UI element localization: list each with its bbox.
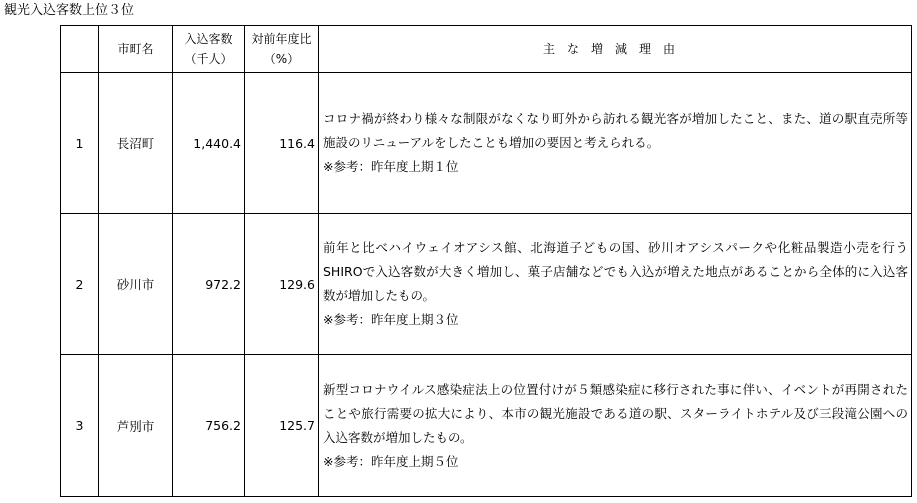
table-row	[61, 355, 912, 497]
rank-cell: 3	[61, 355, 99, 497]
reason-cell	[319, 355, 912, 497]
header-reason: 主な増減理由	[319, 26, 912, 73]
header-row	[61, 26, 912, 73]
city-cell: 砂川市	[99, 214, 173, 355]
header-visitors-line2: （千人）	[184, 52, 233, 66]
reason-text: 前年と比べハイウェイオアシス館、北海道子どもの国、砂川オアシスパークや化粧品製造小売を行うSHIROで入込客数が大きく増加し、菓子店舗などでも入込が増えた地点があることから全体的に入込客数が増加したもの。	[323, 240, 908, 303]
city-cell: 芦別市	[99, 355, 173, 497]
header-ratio-line2: （%）	[263, 52, 300, 66]
ratio-cell: 129.6	[245, 214, 319, 355]
visitors-cell: 1,440.4	[173, 73, 245, 214]
visitors-cell: 972.2	[173, 214, 245, 355]
header-ratio	[245, 26, 319, 73]
reason-cell	[319, 214, 912, 355]
table-row	[61, 214, 912, 355]
ratio-cell: 125.7	[245, 355, 319, 497]
city-cell: 長沼町	[99, 73, 173, 214]
rank-cell: 2	[61, 214, 99, 355]
ratio-cell: 116.4	[245, 73, 319, 214]
header-rank	[61, 26, 99, 73]
visitors-cell: 756.2	[173, 355, 245, 497]
header-visitors-line1: 入込客数	[184, 32, 233, 46]
header-city: 市町名	[99, 26, 173, 73]
header-visitors	[173, 26, 245, 73]
reason-text: コロナ禍が終わり様々な制限がなくなり町外から訪れる観光客が増加したこと、また、道の駅直売所等施設のリニューアルをしたことも増加の要因と考えられる。	[323, 111, 908, 150]
table-caption: 観光入込客数上位３位	[4, 3, 135, 18]
reason-note: ※参考：昨年度上期１位	[323, 159, 459, 174]
table-row	[61, 73, 912, 214]
reason-note: ※参考：昨年度上期５位	[323, 453, 459, 469]
reason-cell	[319, 73, 912, 214]
tourism-ranking-table	[60, 25, 912, 497]
reason-note: ※参考：昨年度上期３位	[323, 312, 459, 327]
header-ratio-line1: 対前年度比	[251, 32, 312, 46]
rank-cell: 1	[61, 73, 99, 214]
reason-text: 新型コロナウイルス感染症法上の位置付けが５類感染症に移行された事に伴い、イベントが再開されたことや旅行需要の拡大により、本市の観光施設である道の駅、スターライトホテル及び三段滝公園への入込客数が増加したもの。	[323, 381, 908, 445]
